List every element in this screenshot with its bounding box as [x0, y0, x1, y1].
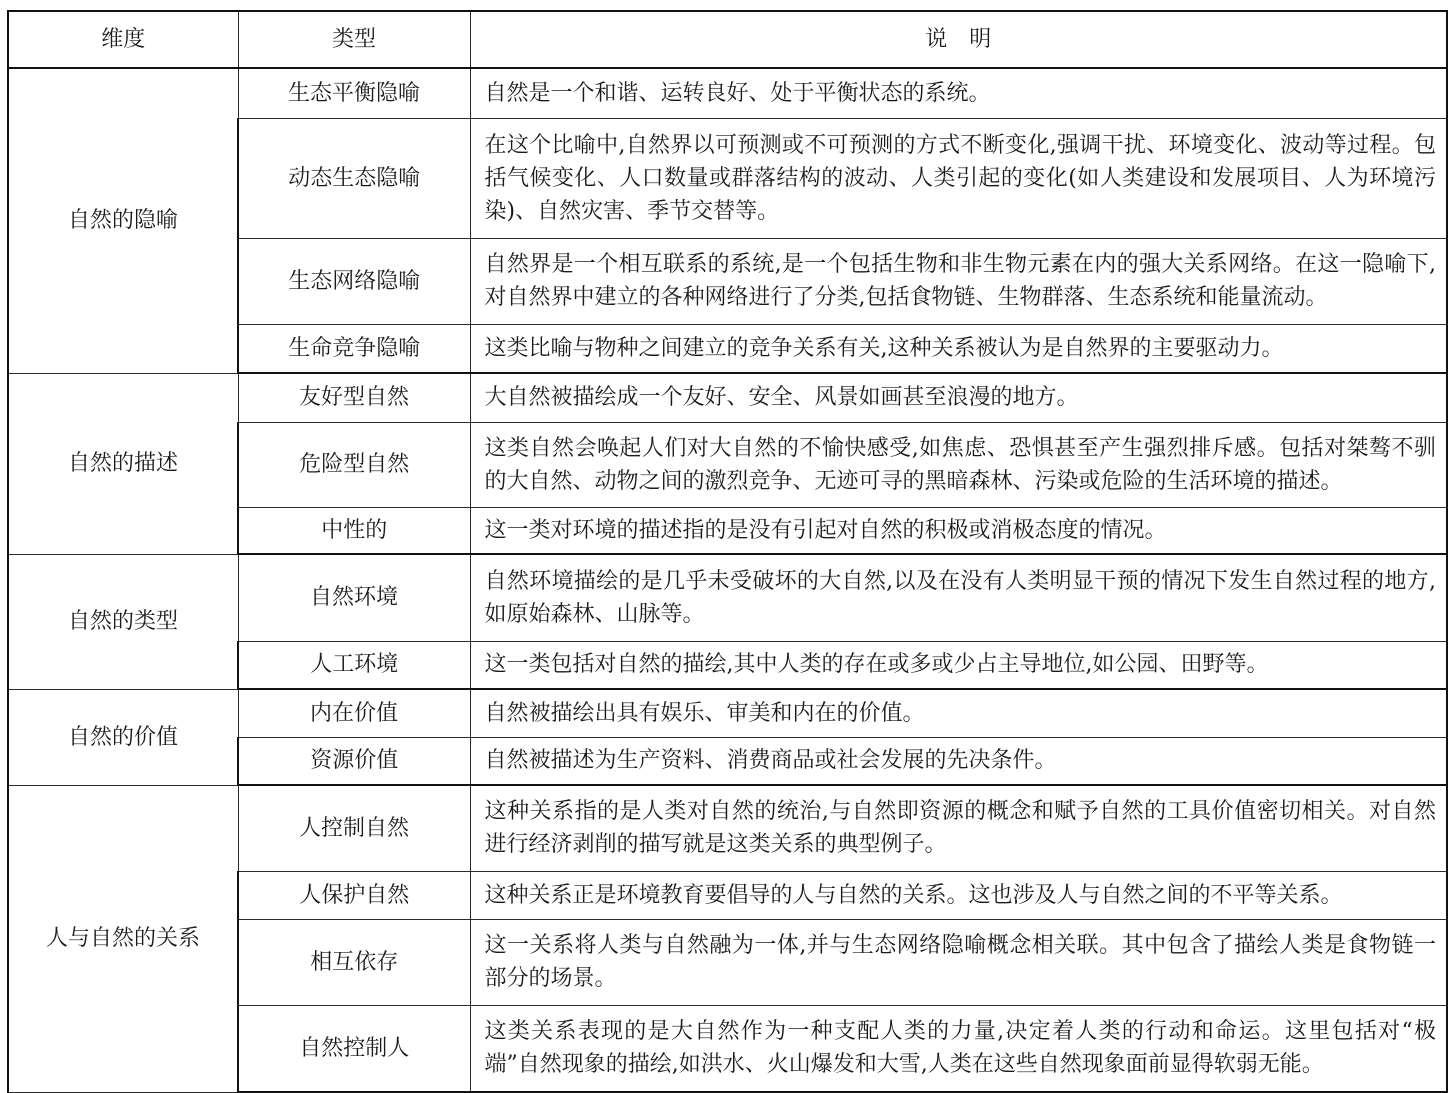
- description-cell: 这一类对环境的描述指的是没有引起对自然的积极或消极态度的情况。: [470, 507, 1447, 554]
- type-cell: 生态网络隐喻: [238, 238, 470, 324]
- description-cell: 大自然被描绘成一个友好、安全、风景如画甚至浪漫的地方。: [470, 373, 1447, 422]
- type-cell: 人保护自然: [238, 871, 470, 919]
- dimension-cell: 人与自然的关系: [8, 785, 238, 1092]
- header-row: [8, 11, 1447, 68]
- type-cell: 生态平衡隐喻: [238, 68, 470, 118]
- description-cell: 这类比喻与物种之间建立的竞争关系有关,这种关系被认为是自然界的主要驱动力。: [470, 324, 1447, 373]
- table-row: [8, 689, 1447, 737]
- type-cell: 友好型自然: [238, 373, 470, 422]
- description-cell: 自然被描绘出具有娱乐、审美和内在的价值。: [470, 689, 1447, 737]
- type-cell: 自然控制人: [238, 1005, 470, 1092]
- dimension-cell: 自然的价值: [8, 689, 238, 785]
- description-cell: 自然是一个和谐、运转良好、处于平衡状态的系统。: [470, 68, 1447, 118]
- description-cell: 这种关系正是环境教育要倡导的人与自然的关系。这也涉及人与自然之间的不平等关系。: [470, 871, 1447, 919]
- description-cell: 这一类包括对自然的描绘,其中人类的存在或多或少占主导地位,如公园、田野等。: [470, 641, 1447, 689]
- description-cell: 自然界是一个相互联系的系统,是一个包括生物和非生物元素在内的强大关系网络。在这一隐喻下,对自然界中建立的各种网络进行了分类,包括食物链、生物群落、生态系统和能量流动。: [470, 238, 1447, 324]
- type-cell: 内在价值: [238, 689, 470, 737]
- table-row: [8, 373, 1447, 422]
- table-row: [8, 785, 1447, 871]
- type-cell: 自然环境: [238, 554, 470, 641]
- description-cell: 这一关系将人类与自然融为一体,并与生态网络隐喻概念相关联。其中包含了描绘人类是食物链一部分的场景。: [470, 919, 1447, 1005]
- description-cell: 这种关系指的是人类对自然的统治,与自然即资源的概念和赋予自然的工具价值密切相关。对自然进行经济剥削的描写就是这类关系的典型例子。: [470, 785, 1447, 871]
- description-cell: 这类关系表现的是大自然作为一种支配人类的力量,决定着人类的行动和命运。这里包括对“极端”自然现象的描绘,如洪水、火山爆发和大雪,人类在这些自然现象面前显得软弱无能。: [470, 1005, 1447, 1092]
- description-cell: 这类自然会唤起人们对大自然的不愉快感受,如焦虑、恐惧甚至产生强烈排斥感。包括对桀骜不驯的大自然、动物之间的激烈竞争、无迹可寻的黑暗森林、污染或危险的生活环境的描述。: [470, 422, 1447, 507]
- description-cell: 在这个比喻中,自然界以可预测或不可预测的方式不断变化,强调干扰、环境变化、波动等过程。包括气候变化、人口数量或群落结构的波动、人类引起的变化(如人类建设和发展项目、人为环境污染)、自然灾害、季节交替等。: [470, 118, 1447, 238]
- type-cell: 相互依存: [238, 919, 470, 1005]
- type-cell: 危险型自然: [238, 422, 470, 507]
- dimension-cell: 自然的类型: [8, 554, 238, 689]
- description-cell: 自然被描述为生产资料、消费商品或社会发展的先决条件。: [470, 737, 1447, 785]
- type-cell: 中性的: [238, 507, 470, 554]
- header-dimension: 维度: [8, 11, 238, 68]
- type-cell: 人控制自然: [238, 785, 470, 871]
- type-cell: 生命竞争隐喻: [238, 324, 470, 373]
- header-description: 说 明: [470, 11, 1447, 68]
- dimension-cell: 自然的描述: [8, 373, 238, 554]
- classification-table: [7, 10, 1448, 1093]
- header-type: 类型: [238, 11, 470, 68]
- table-row: [8, 554, 1447, 641]
- description-cell: 自然环境描绘的是几乎未受破坏的大自然,以及在没有人类明显干预的情况下发生自然过程的地方,如原始森林、山脉等。: [470, 554, 1447, 641]
- type-cell: 动态生态隐喻: [238, 118, 470, 238]
- type-cell: 人工环境: [238, 641, 470, 689]
- type-cell: 资源价值: [238, 737, 470, 785]
- table-row: [8, 68, 1447, 118]
- dimension-cell: 自然的隐喻: [8, 68, 238, 373]
